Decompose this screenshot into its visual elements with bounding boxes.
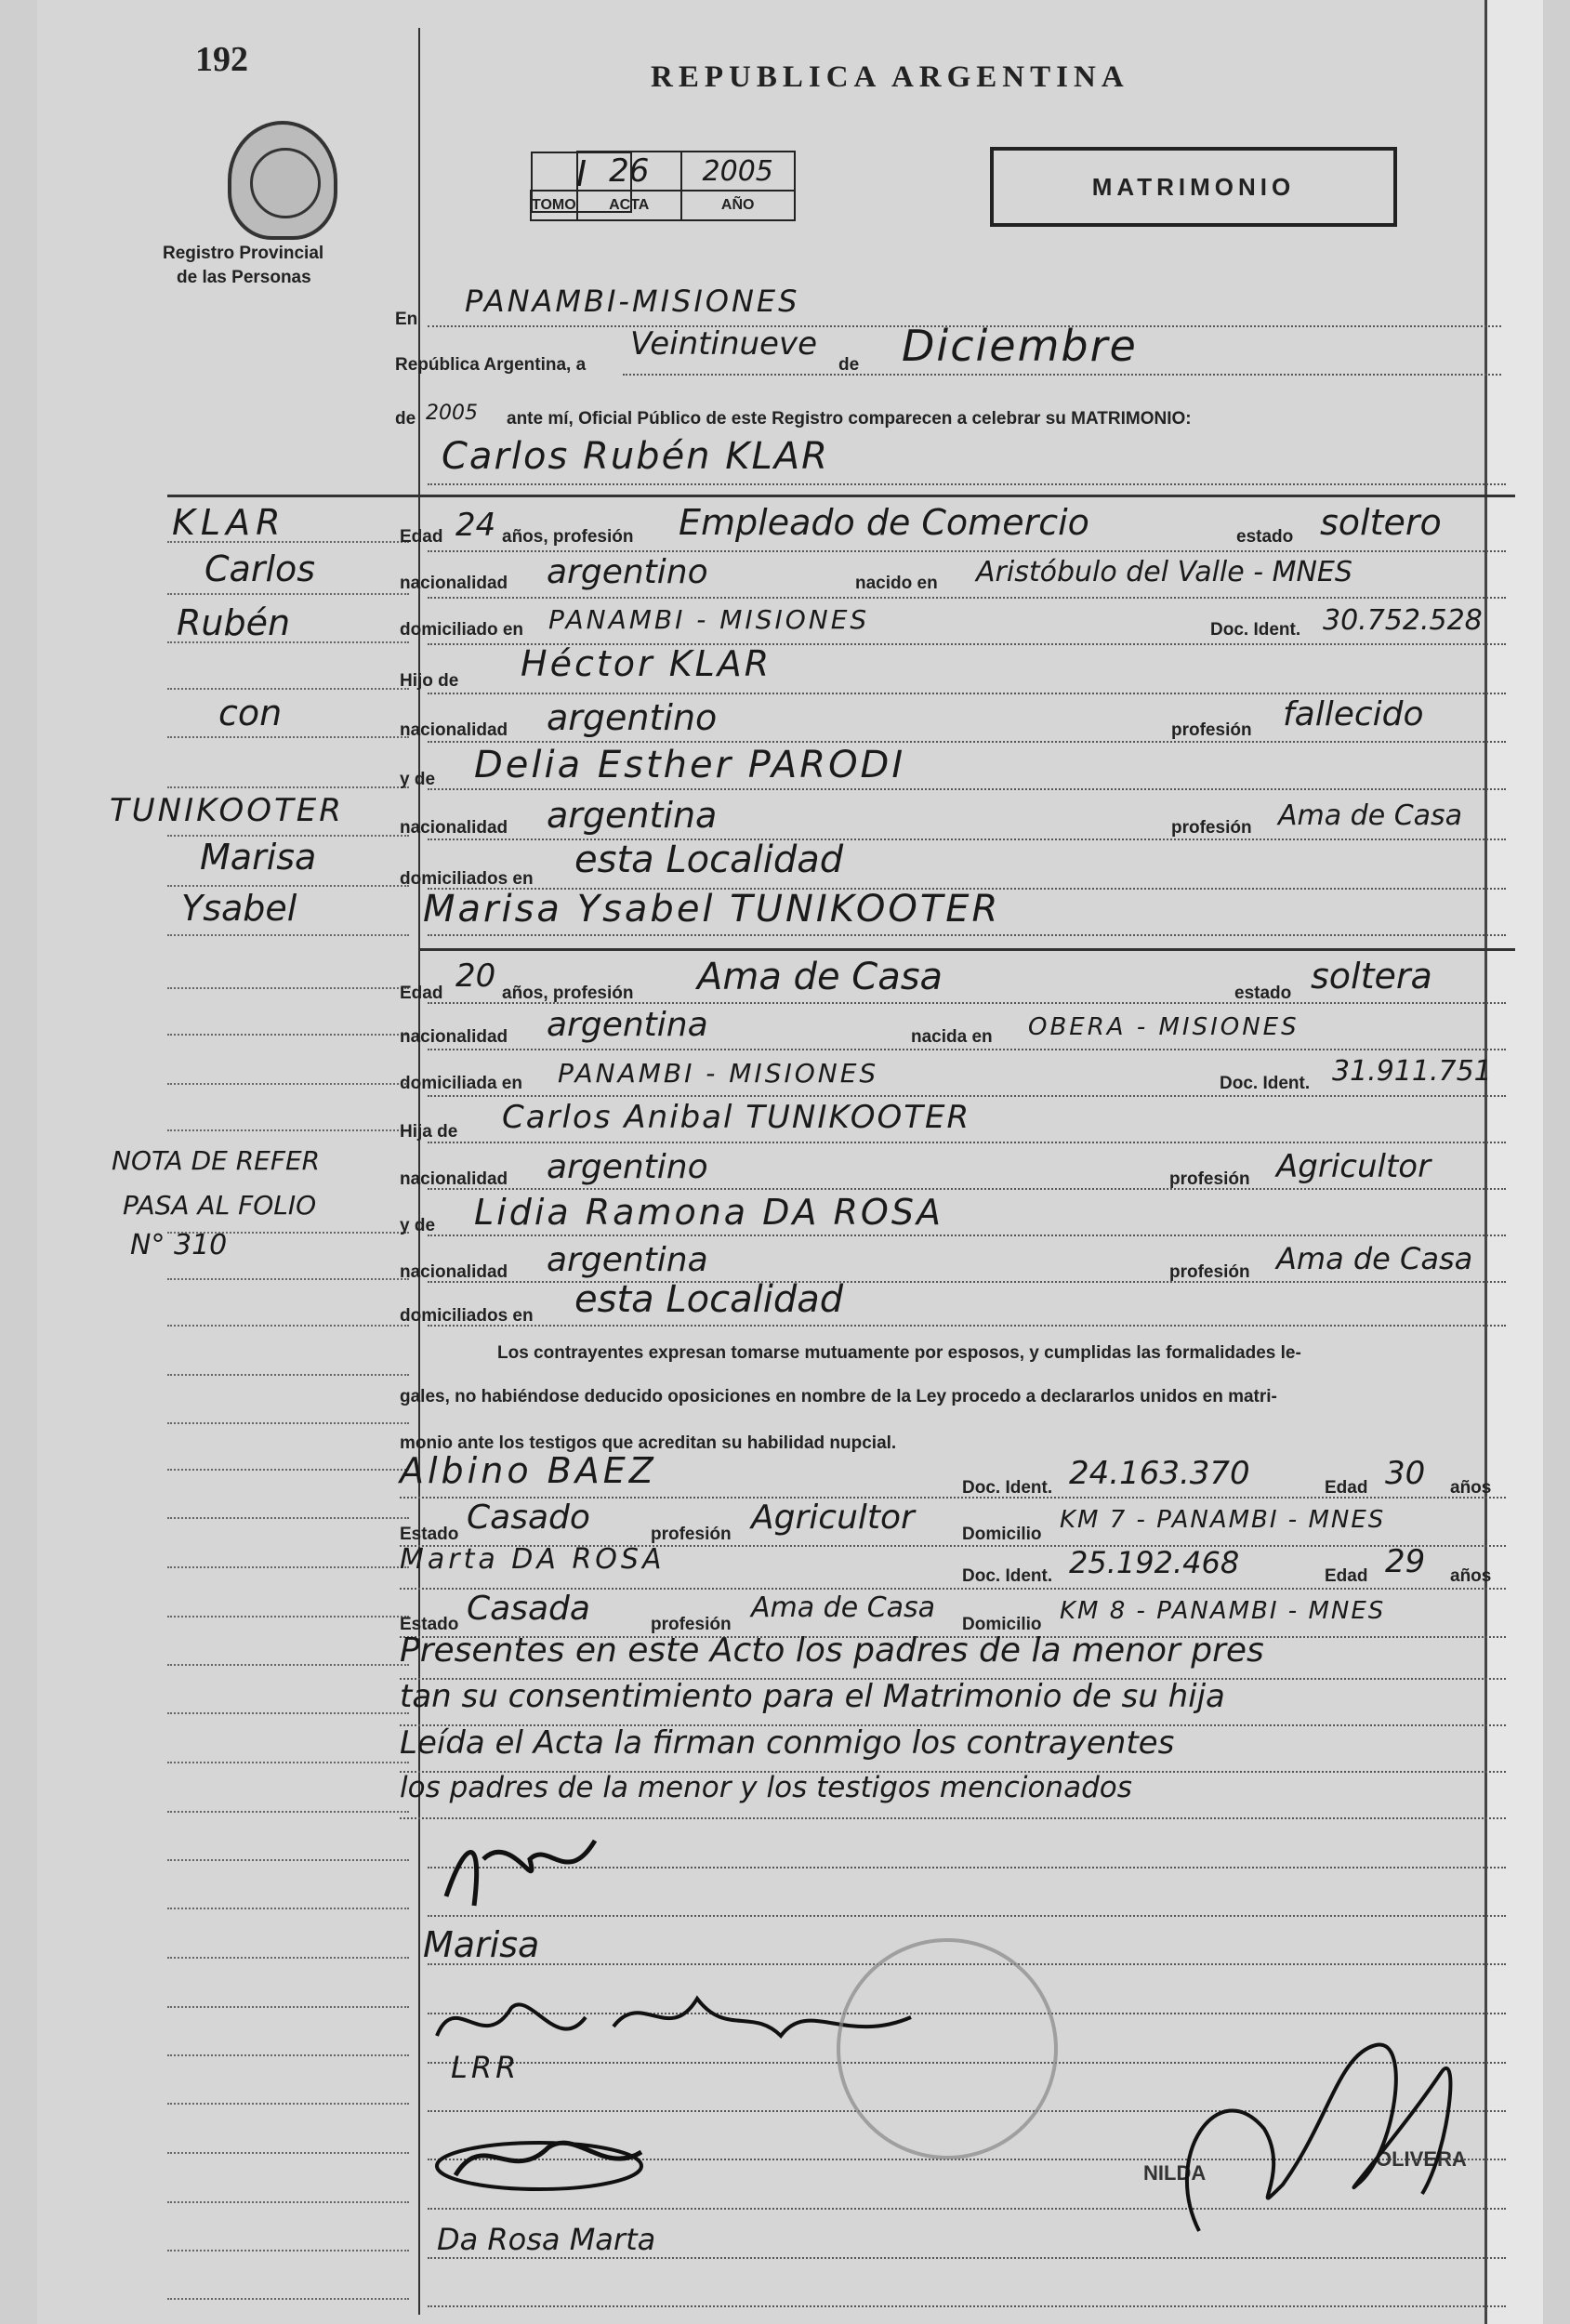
witness1-edad: 30 <box>1385 1455 1426 1492</box>
witness2-prof-label: profesión <box>651 1615 732 1634</box>
groom-doms-label: domiciliados en <box>400 869 534 889</box>
bride-anos-label: años, profesión <box>502 984 634 1003</box>
witness1-edad-label: Edad <box>1325 1478 1368 1498</box>
ano-value: 2005 <box>702 154 773 188</box>
groom-yde-label: y de <box>400 770 436 789</box>
year-value: 2005 <box>426 402 478 425</box>
groom-madre-nac: argentina <box>547 795 718 836</box>
bride-nacida: OBERA - MISIONES <box>1028 1013 1300 1041</box>
rule <box>428 483 1506 485</box>
groom-padre-nac: argentino <box>547 697 718 738</box>
official-round-stamp-icon <box>837 1938 1058 2159</box>
groom-padre-nac-label: nacionalidad <box>400 720 508 740</box>
groom-doc: 30.752.528 <box>1323 604 1483 637</box>
tomo-label: TOMO <box>531 191 577 220</box>
margin-given-bride1: Marisa <box>200 837 317 878</box>
witness2-edad-label: Edad <box>1325 1566 1368 1586</box>
groom-madre: Delia Esther PARODI <box>474 744 906 786</box>
bride-doms-label: domiciliados en <box>400 1306 534 1326</box>
margin-surname-bride: TUNIKOOTER <box>110 792 344 829</box>
groom-madre-prof: Ama de Casa <box>1278 799 1463 832</box>
declaration-line2: gales, no habiéndose deducido oposiciones en nombre de la Ley procedo a declararlos unidos en matri- <box>400 1387 1277 1406</box>
bride-hija-label: Hija de <box>400 1122 458 1142</box>
bride-padre-prof: Agricultor <box>1276 1148 1431 1185</box>
bride-madre-nac-label: nacionalidad <box>400 1262 508 1282</box>
groom-nacido-label: nacido en <box>855 574 938 593</box>
groom-nac-label: nacionalidad <box>400 574 508 593</box>
tomo-value: I <box>575 153 587 194</box>
bride-nacionalidad: argentina <box>547 1006 708 1044</box>
margin-given-groom1: Carlos <box>204 548 316 589</box>
witness1-doc: 24.163.370 <box>1069 1455 1250 1492</box>
bride-madre-nac: argentina <box>547 1241 708 1279</box>
bride-yde-label: y de <box>400 1216 436 1235</box>
witness2-edad: 29 <box>1385 1543 1426 1580</box>
witness1-estado: Casado <box>467 1499 590 1537</box>
de-year-label: de <box>395 409 416 429</box>
ano-label: AÑO <box>681 191 795 220</box>
bride-padre-nac: argentino <box>547 1148 708 1186</box>
note-line2: tan su consentimiento para el Matrimonio de su hija <box>400 1678 1225 1715</box>
witness2-estado-label: Estado <box>400 1615 459 1634</box>
groom-padre: Héctor KLAR <box>521 643 772 684</box>
note-line4: los padres de la menor y los testigos mencionados <box>400 1771 1132 1804</box>
groom-doms: esta Localidad <box>574 838 844 881</box>
provincial-seal-icon <box>228 121 337 240</box>
witness2-estado: Casada <box>467 1590 590 1628</box>
groom-profesion: Empleado de Comercio <box>679 502 1089 543</box>
margin-note-line1: NOTA DE REFER <box>112 1145 321 1176</box>
margin-given-groom2: Rubén <box>177 602 291 643</box>
witness1-prof: Agricultor <box>751 1499 915 1537</box>
witness1-doc-label: Doc. Ident. <box>962 1478 1053 1498</box>
day-value: Veintinueve <box>630 325 818 363</box>
page-edge <box>1484 0 1543 2324</box>
margin-con: con <box>218 693 283 733</box>
folio-number: 192 <box>195 40 248 79</box>
acta-value: 26 <box>609 152 650 190</box>
margin-given-bride2: Ysabel <box>181 888 297 929</box>
groom-padre-prof: fallecido <box>1283 695 1424 733</box>
groom-anos-label: años, profesión <box>502 527 634 547</box>
bride-name: Marisa Ysabel TUNIKOOTER <box>423 888 1001 931</box>
place-value: PANAMBI-MISIONES <box>465 284 800 319</box>
bride-padre: Carlos Anibal TUNIKOOTER <box>502 1099 971 1136</box>
republica-label: República Argentina, a <box>395 355 587 375</box>
en-label: En <box>395 310 418 329</box>
bride-doms: esta Localidad <box>574 1278 844 1321</box>
groom-signature-icon <box>428 1822 613 1915</box>
bride-padre-prof-label: profesión <box>1169 1169 1250 1189</box>
tomo-acta-ano-box <box>530 151 796 221</box>
groom-nacido: Aristóbulo del Valle - MNES <box>976 556 1352 588</box>
witness2-signature: Da Rosa Marta <box>437 2222 656 2257</box>
country-title: REPUBLICA ARGENTINA <box>651 60 1129 94</box>
groom-madre-prof-label: profesión <box>1171 818 1252 838</box>
witness2-dom: KM 8 - PANAMBI - MNES <box>1060 1597 1386 1625</box>
witness1-dom: KM 7 - PANAMBI - MNES <box>1060 1506 1386 1534</box>
act-type-box: MATRIMONIO <box>990 147 1397 227</box>
registry-name-line1: Registro Provincial <box>163 244 324 263</box>
bride-estado-label: estado <box>1234 984 1292 1003</box>
bride-dom-label: domiciliada en <box>400 1074 522 1093</box>
declaration-line1: Los contrayentes expresan tomarse mutuamente por esposos, y cumplidas las formalidades le- <box>497 1343 1301 1363</box>
groom-domicilio: PANAMBI - MISIONES <box>548 604 870 635</box>
groom-dom-label: domiciliado en <box>400 620 524 640</box>
registry-name-line2: de las Personas <box>177 268 311 287</box>
rule <box>623 374 1501 376</box>
bride-estado: soltera <box>1311 956 1432 997</box>
groom-nacionalidad: argentino <box>547 553 708 591</box>
bride-madre: Lidia Ramona DA ROSA <box>474 1192 943 1233</box>
witness2-prof: Ama de Casa <box>751 1591 936 1624</box>
witness1-name: Albino BAEZ <box>400 1450 657 1491</box>
bride-edad: 20 <box>455 957 496 995</box>
margin-surname-groom: KLAR <box>172 502 286 543</box>
bride-nacida-label: nacida en <box>911 1027 993 1047</box>
witness1-estado-label: Estado <box>400 1525 459 1544</box>
bride-profesion: Ama de Casa <box>697 956 943 998</box>
acta-label: ACTA <box>577 191 681 220</box>
official-stamp-line2: OLIVERA <box>1376 2147 1467 2171</box>
month-value: Diciembre <box>902 321 1138 371</box>
margin-note-line3: N° 310 <box>130 1229 228 1261</box>
bride-madre-prof-label: profesión <box>1169 1262 1250 1282</box>
official-signature-icon <box>1143 2017 1478 2250</box>
groom-name: Carlos Rubén KLAR <box>442 435 829 478</box>
groom-edad-label: Edad <box>400 527 443 547</box>
section-rule <box>167 495 1515 497</box>
official-stamp-line1: NILDA <box>1143 2161 1207 2185</box>
witness2-doc-label: Doc. Ident. <box>962 1566 1053 1586</box>
bride-madre-prof: Ama de Casa <box>1276 1241 1473 1276</box>
margin-note-line2: PASA AL FOLIO <box>123 1190 317 1221</box>
bride-domicilio: PANAMBI - MISIONES <box>558 1058 879 1089</box>
witness2-doc: 25.192.468 <box>1069 1545 1240 1580</box>
document-page <box>37 0 1543 2324</box>
witness2-dom-label: Domicilio <box>962 1615 1042 1634</box>
groom-edad: 24 <box>455 507 496 544</box>
note-line3: Leída el Acta la firman conmigo los contrayentes <box>400 1724 1175 1762</box>
groom-hijo-label: Hijo de <box>400 671 459 691</box>
lrr-initials: LRR <box>451 2050 521 2085</box>
witness1-dom-label: Domicilio <box>962 1525 1042 1544</box>
de-label: de <box>838 355 860 375</box>
bride-doc: 31.911.751 <box>1332 1055 1492 1088</box>
witness1-prof-label: profesión <box>651 1525 732 1544</box>
witness2-anos-label: años <box>1450 1566 1492 1586</box>
bride-doc-label: Doc. Ident. <box>1220 1074 1311 1093</box>
groom-madre-nac-label: nacionalidad <box>400 818 508 838</box>
bride-nac-label: nacionalidad <box>400 1027 508 1047</box>
groom-estado: soltero <box>1320 502 1442 543</box>
groom-padre-prof-label: profesión <box>1171 720 1252 740</box>
witness-signature-icon <box>428 2119 669 2203</box>
groom-estado-label: estado <box>1236 527 1294 547</box>
bride-padre-nac-label: nacionalidad <box>400 1169 508 1189</box>
witness1-anos-label: años <box>1450 1478 1492 1498</box>
bride-signature: Marisa <box>423 1924 540 1965</box>
statement-text: ante mí, Oficial Público de este Registro comparecen a celebrar su MATRIMONIO: <box>507 409 1192 429</box>
note-line1: Presentes en este Acto los padres de la menor pres <box>400 1631 1264 1670</box>
declaration-line3: monio ante los testigos que acreditan su habilidad nupcial. <box>400 1433 897 1453</box>
witness2-name: Marta DA ROSA <box>400 1543 666 1576</box>
groom-doc-label: Doc. Ident. <box>1210 620 1301 640</box>
section-rule <box>418 948 1515 951</box>
bride-edad-label: Edad <box>400 984 443 1003</box>
